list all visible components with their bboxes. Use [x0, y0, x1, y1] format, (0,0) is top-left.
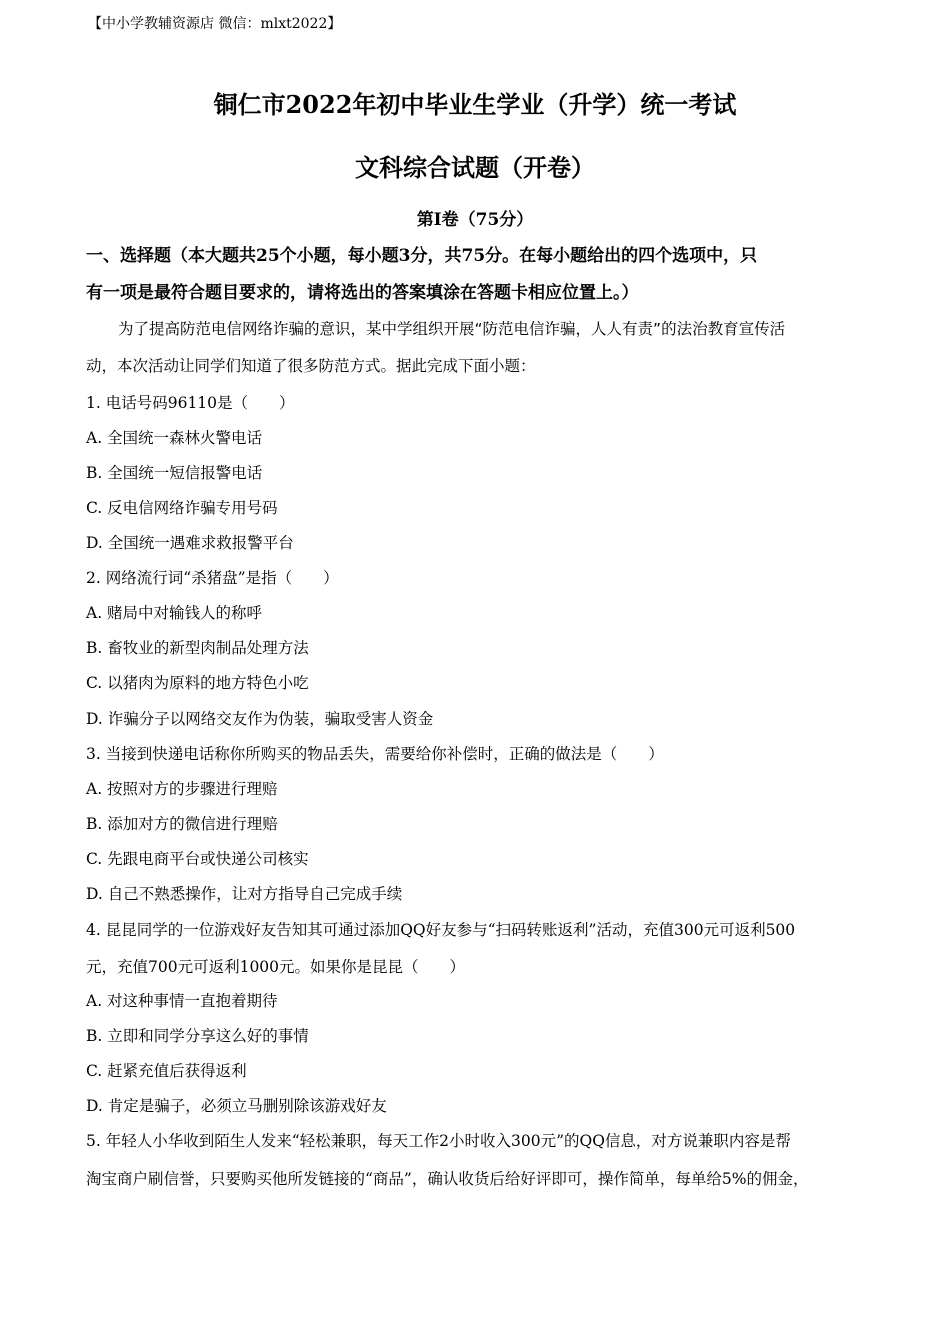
exam-title: 铜仁市2022年初中毕业生学业（升学）统一考试 [213, 90, 737, 119]
question-4-option-d: D. 肯定是骗子，必须立马删别除该游戏好友 [86, 1097, 387, 1115]
question-2-option-b: B. 畜牧业的新型肉制品处理方法 [86, 639, 309, 657]
intro-line2: 动，本次活动让同学们知道了很多防范方式。据此完成下面小题： [86, 357, 536, 375]
question-2-option-c: C. 以猪肉为原料的地方特色小吃 [86, 674, 309, 692]
section-instruction-line2: 有一项是最符合题目要求的，请将选出的答案填涂在答题卡相应位置上。） [86, 283, 639, 303]
header-note: 【中小学教辅资源店 微信：mlxt2022】 [88, 16, 342, 32]
question-1-option-a: A. 全国统一森林火警电话 [86, 429, 263, 447]
question-5-stem-line2: 淘宝商户刷信誉，只要购买他所发链接的“商品”，确认收货后给好评即可，操作简单，每单给5%的佣金， [86, 1170, 809, 1188]
question-1-option-d: D. 全国统一遇难求救报警平台 [86, 534, 294, 552]
question-3-option-d: D. 自己不熟悉操作，让对方指导自己完成手续 [86, 885, 403, 903]
question-4-stem-line1: 4. 昆昆同学的一位游戏好友告知其可通过添加QQ好友参与“扫码转账返利”活动，充值300元可返利500 [86, 921, 796, 939]
question-4-option-c: C. 赶紧充值后获得返利 [86, 1062, 247, 1080]
question-2-stem: 2. 网络流行词“杀猪盘”是指（ ） [86, 569, 339, 587]
question-4-stem-line2: 元，充值700元可返利1000元。如果你是昆昆（ ） [86, 958, 466, 976]
question-2-option-a: A. 赌局中对输钱人的称呼 [86, 604, 263, 622]
question-1-option-b: B. 全国统一短信报警电话 [86, 464, 263, 482]
question-5-stem-line1: 5. 年轻人小华收到陌生人发来“轻松兼职，每天工作2小时收入300元”的QQ信息，对方说兼职内容是帮 [86, 1132, 791, 1150]
section-instruction-line1: 一、选择题（本大题共25个小题，每小题3分，共75分。在每小题给出的四个选项中，只 [86, 246, 758, 266]
exam-subtitle: 文科综合试题（开卷） [355, 153, 595, 182]
question-3-stem: 3. 当接到快递电话称你所购买的物品丢失，需要给你补偿时，正确的做法是（ ） [86, 745, 664, 763]
question-2-option-d: D. 诈骗分子以网络交友作为伪装，骗取受害人资金 [86, 710, 434, 728]
question-3-option-b: B. 添加对方的微信进行理赔 [86, 815, 278, 833]
part-title: 第I卷（75分） [416, 210, 534, 230]
question-1-stem: 1. 电话号码96110是（ ） [86, 394, 295, 412]
intro-line1: 为了提高防范电信网络诈骗的意识，某中学组织开展“防范电信诈骗，人人有责”的法治教育宣传活 [118, 320, 786, 338]
question-4-option-b: B. 立即和同学分享这么好的事情 [86, 1027, 309, 1045]
question-4-option-a: A. 对这种事情一直抱着期待 [86, 992, 278, 1010]
question-3-option-c: C. 先跟电商平台或快递公司核实 [86, 850, 309, 868]
question-3-option-a: A. 按照对方的步骤进行理赔 [86, 780, 278, 798]
question-1-option-c: C. 反电信网络诈骗专用号码 [86, 499, 278, 517]
